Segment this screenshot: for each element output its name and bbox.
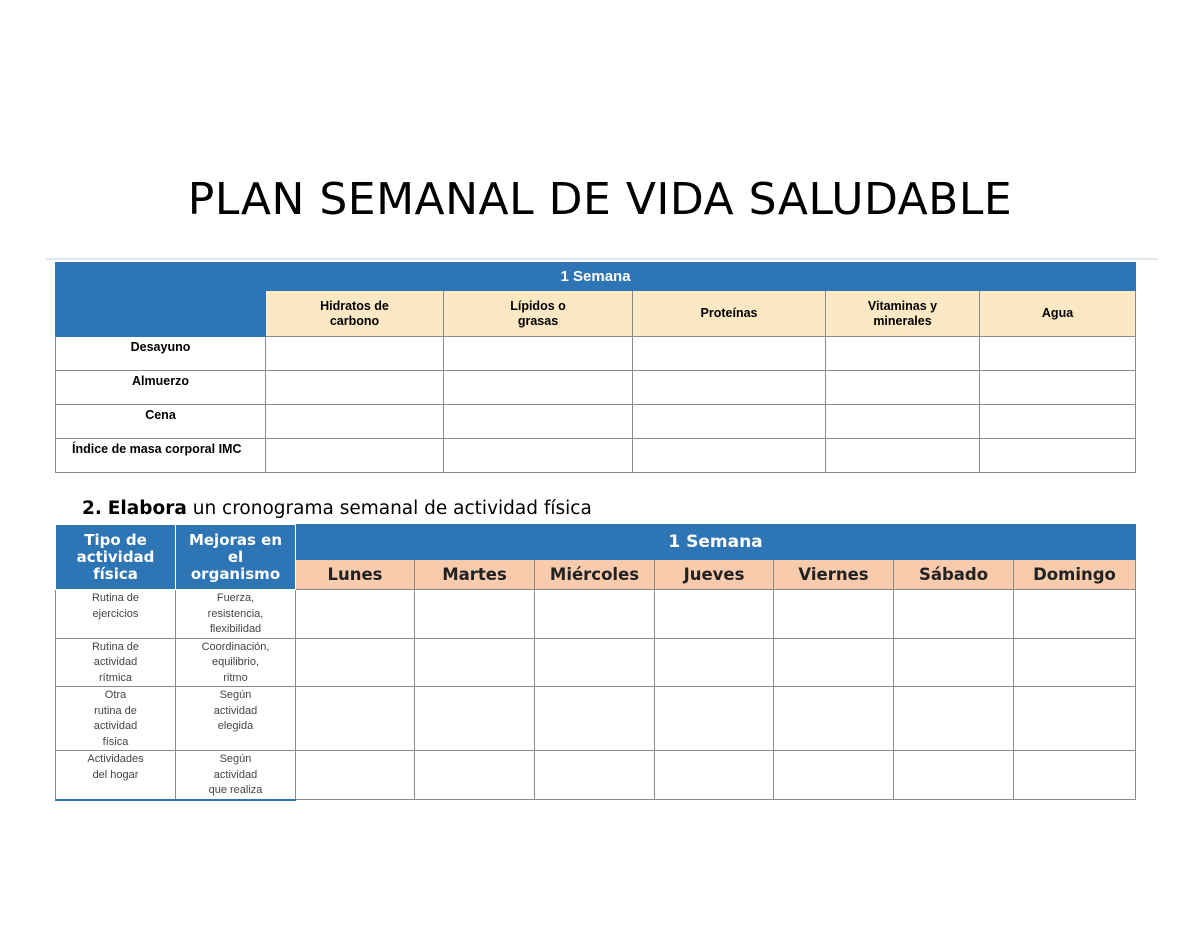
benefit-cell [176, 687, 296, 751]
cell-line: rítmica [99, 671, 132, 684]
nutrition-table [55, 262, 1136, 473]
cell-line: Rutina de [91, 592, 140, 604]
header-line: el [227, 547, 244, 566]
schedule-cell[interactable] [655, 687, 774, 751]
header-line: Mejoras en [188, 530, 283, 549]
table-row [56, 337, 1136, 371]
cell-line: Según [219, 689, 252, 701]
nutrient-header-vitamins [826, 291, 980, 337]
section-number: 2. [82, 498, 102, 519]
schedule-cell[interactable] [415, 638, 535, 687]
schedule-cell[interactable] [415, 590, 535, 639]
day-header-saturday: Sábado [894, 560, 1014, 590]
entry-cell[interactable] [980, 405, 1136, 439]
activity-week-header: 1 Semana [296, 525, 1136, 560]
entry-cell[interactable] [266, 405, 444, 439]
schedule-cell[interactable] [1014, 638, 1136, 687]
benefit-cell [176, 590, 296, 639]
schedule-cell[interactable] [296, 638, 415, 687]
cell-line: ejercicios [92, 607, 139, 620]
entry-cell[interactable] [980, 371, 1136, 405]
activity-type-cell [56, 687, 176, 751]
schedule-cell[interactable] [296, 590, 415, 639]
cell-line: Actividades [87, 753, 144, 765]
cell-line: Rutina de [91, 640, 140, 653]
day-header-thursday: Jueves [655, 560, 774, 590]
day-header-sunday: Domingo [1014, 560, 1136, 590]
entry-cell[interactable] [444, 371, 633, 405]
activity-type-cell [56, 590, 176, 639]
activity-schedule-table [55, 524, 1136, 801]
meal-label-breakfast: Desayuno [56, 337, 266, 371]
cell-line: elegida [217, 720, 254, 732]
cell-line: rutina de [94, 704, 137, 717]
table-row [56, 590, 1136, 639]
activity-type-header [56, 525, 176, 590]
table-row [56, 638, 1136, 687]
cell-line: actividad [213, 768, 258, 781]
header-line: física [93, 564, 138, 583]
entry-cell[interactable] [633, 439, 826, 473]
top-divider [46, 258, 1158, 260]
header-line: actividad [76, 547, 155, 566]
schedule-cell[interactable] [774, 590, 894, 639]
cell-line: Fuerza, [216, 592, 255, 604]
nutrient-header-line: Vitaminas y [867, 298, 938, 313]
cell-line: equilibrio, [211, 656, 260, 668]
entry-cell[interactable] [266, 439, 444, 473]
table-row [56, 687, 1136, 751]
cell-line: ritmo [223, 671, 248, 684]
day-header-friday: Viernes [774, 560, 894, 590]
nutrient-header-lipids [444, 291, 633, 337]
schedule-cell[interactable] [1014, 687, 1136, 751]
entry-cell[interactable] [633, 371, 826, 405]
cell-line: que realiza [208, 784, 263, 796]
cell-line: flexibilidad [209, 623, 262, 635]
nutrient-header-carbohydrates [266, 291, 444, 337]
activity-type-cell [56, 751, 176, 800]
benefit-cell [176, 638, 296, 687]
entry-cell[interactable] [980, 337, 1136, 371]
cell-line: Otra [104, 689, 127, 701]
section-verb: Elabora [107, 498, 187, 519]
schedule-cell[interactable] [774, 638, 894, 687]
schedule-cell[interactable] [535, 687, 655, 751]
day-header-tuesday: Martes [415, 560, 535, 590]
table-row [56, 371, 1136, 405]
schedule-cell[interactable] [655, 751, 774, 800]
nutrient-header-line: grasas [517, 313, 559, 328]
cell-line: resistencia, [207, 607, 264, 620]
nutrition-corner-cell [56, 291, 266, 337]
day-header-wednesday: Miércoles [535, 560, 655, 590]
schedule-cell[interactable] [894, 687, 1014, 751]
meal-label-lunch: Almuerzo [56, 371, 266, 405]
activity-section-heading [82, 497, 592, 521]
table-row [56, 751, 1136, 800]
nutrition-week-header: 1 Semana [56, 263, 1136, 291]
cell-line: actividad [93, 656, 138, 668]
section-text: un cronograma semanal de actividad física [192, 498, 592, 519]
schedule-cell[interactable] [894, 590, 1014, 639]
nutrient-header-water [980, 291, 1136, 337]
entry-cell[interactable] [980, 439, 1136, 473]
entry-cell[interactable] [266, 337, 444, 371]
cell-line: Según [219, 753, 252, 765]
schedule-cell[interactable] [774, 687, 894, 751]
schedule-cell[interactable] [1014, 751, 1136, 800]
table-row [56, 405, 1136, 439]
nutrient-header-line: minerales [873, 313, 932, 328]
cell-line: física [102, 735, 129, 748]
entry-cell[interactable] [826, 371, 980, 405]
activity-type-cell [56, 638, 176, 687]
schedule-cell[interactable] [535, 751, 655, 800]
header-line: organismo [190, 564, 281, 583]
cell-line: del hogar [92, 768, 139, 781]
entry-cell[interactable] [266, 371, 444, 405]
entry-cell[interactable] [444, 337, 633, 371]
schedule-cell[interactable] [655, 638, 774, 687]
cell-line: actividad [213, 704, 258, 717]
benefit-cell [176, 751, 296, 800]
entry-cell[interactable] [444, 405, 633, 439]
nutrient-header-proteins [633, 291, 826, 337]
schedule-cell[interactable] [415, 751, 535, 800]
entry-cell[interactable] [826, 337, 980, 371]
nutrient-header-line: carbono [329, 313, 380, 328]
schedule-cell[interactable] [655, 590, 774, 639]
nutrient-header-line: Agua [1041, 306, 1074, 320]
bmi-label: Índice de masa corporal IMC [56, 439, 266, 473]
schedule-cell[interactable] [296, 687, 415, 751]
cell-line: Coordinación, [201, 640, 270, 653]
benefits-header [176, 525, 296, 590]
schedule-cell[interactable] [296, 751, 415, 800]
nutrient-header-line: Lípidos o [510, 298, 566, 313]
entry-cell[interactable] [826, 405, 980, 439]
schedule-cell[interactable] [894, 751, 1014, 800]
schedule-cell[interactable] [774, 751, 894, 800]
nutrient-header-line: Hidratos de [320, 298, 389, 313]
meal-label-dinner: Cena [56, 405, 266, 439]
schedule-cell[interactable] [1014, 590, 1136, 639]
entry-cell[interactable] [826, 439, 980, 473]
entry-cell[interactable] [444, 439, 633, 473]
schedule-cell[interactable] [415, 687, 535, 751]
day-header-monday: Lunes [296, 560, 415, 590]
schedule-cell[interactable] [894, 638, 1014, 687]
cell-line: actividad [93, 720, 138, 732]
schedule-cell[interactable] [535, 590, 655, 639]
schedule-cell[interactable] [535, 638, 655, 687]
nutrient-header-line: Proteínas [700, 306, 758, 320]
entry-cell[interactable] [633, 405, 826, 439]
page-title: PLAN SEMANAL DE VIDA SALUDABLE [187, 174, 1013, 225]
entry-cell[interactable] [633, 337, 826, 371]
table-row [56, 439, 1136, 473]
header-line: Tipo de [84, 530, 147, 549]
